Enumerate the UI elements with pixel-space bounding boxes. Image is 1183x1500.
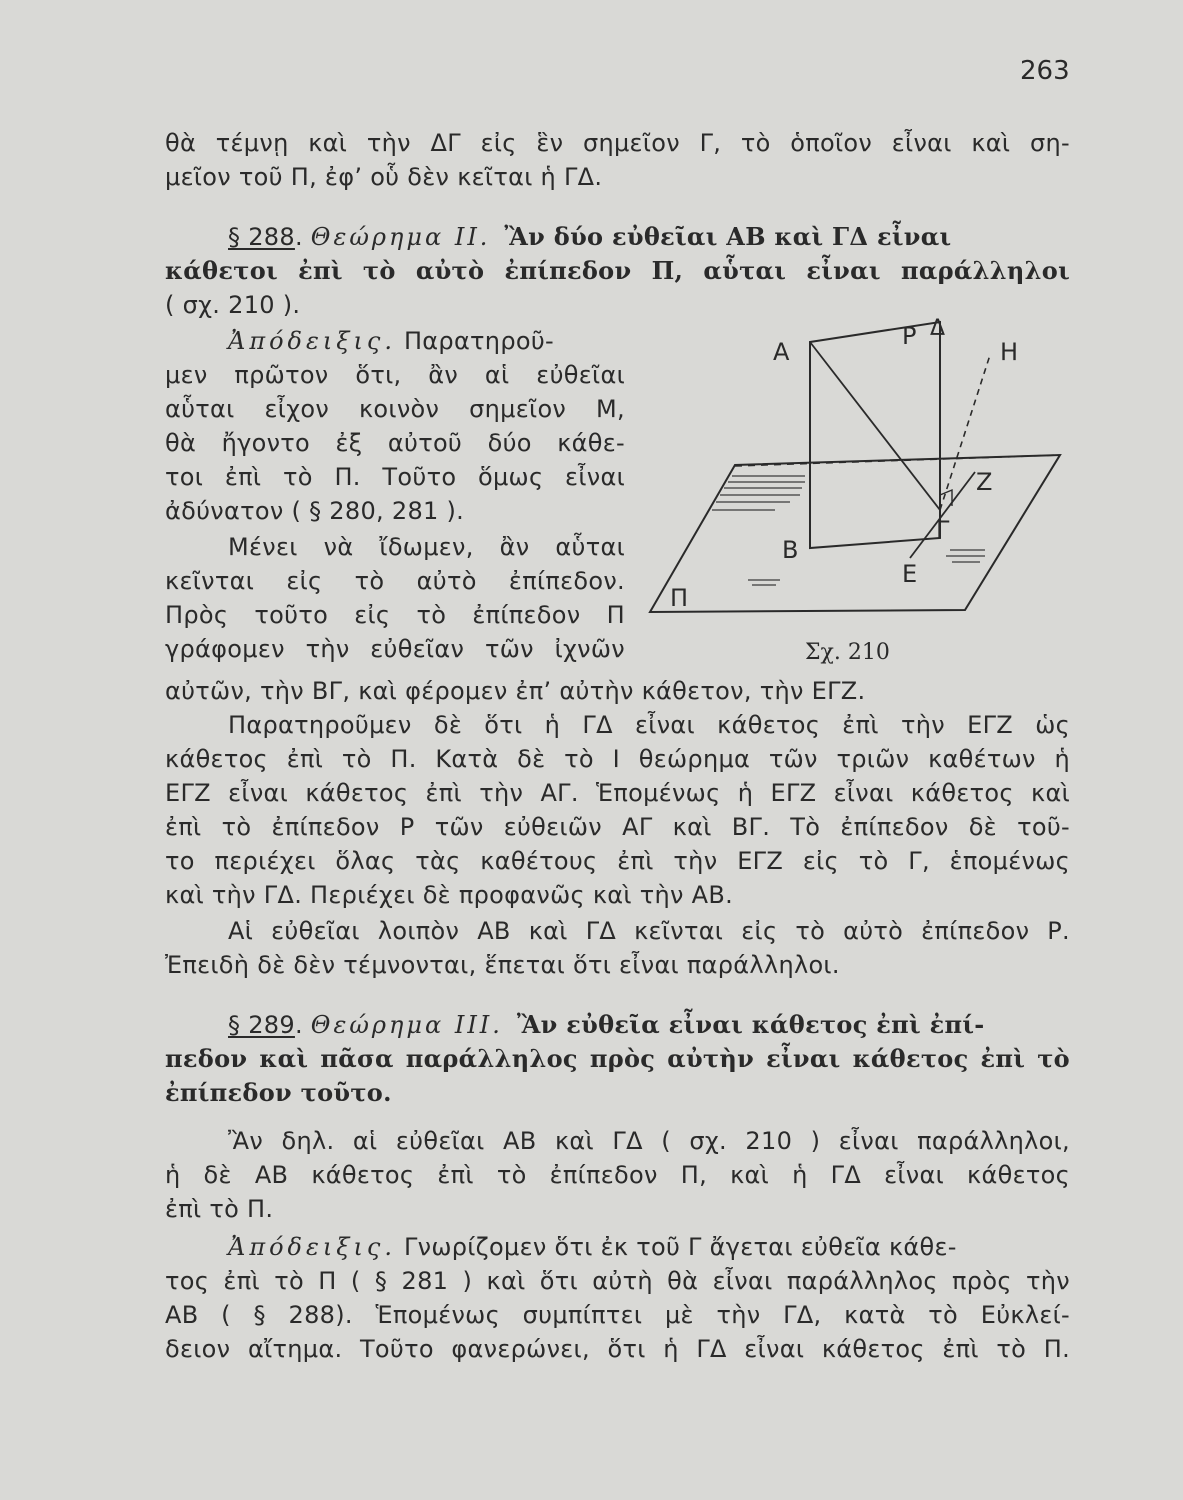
label-a: Α (773, 338, 790, 366)
theorem-289-heading: § 289. Θεώρημα ΙΙΙ. Ἂν εὐθεῖα εἶναι κάθετος ἐπὶ ἐπί- (228, 1010, 985, 1039)
label-d: Δ (930, 316, 946, 341)
proof-label: Ἀπόδειξις. (228, 327, 396, 355)
proof-label: Ἀπόδειξις. (228, 1233, 396, 1261)
proof-line: τοι ἐπὶ τὸ Π. Τοῦτο ὅμως εἶναι (165, 463, 625, 491)
proof-text: Γνωρίζομεν ὅτι ἐκ τοῦ Γ ἄγεται εὐθεῖα κάθε- (403, 1233, 957, 1261)
theorem-statement-line: ( σχ. 210 ). (165, 291, 301, 319)
theorem-288-heading: § 288. Θεώρημα ΙΙ. Ἂν δύο εὐθεῖαι ΑΒ καὶ ΓΔ εἶναι (228, 222, 952, 251)
proof-line: γράφομεν τὴν εὐθεῖαν τῶν ἰχνῶν (165, 635, 625, 663)
proof-line: Μένει νὰ ἴδωμεν, ἂν αὗται (228, 533, 625, 561)
figure-210 (640, 300, 1080, 640)
proof-line: ἀδύνατον ( § 280, 281 ). (165, 497, 465, 525)
proof-line: δειον αἴτημα. Τοῦτο φανερώνει, ὅτι ἡ ΓΔ εἶναι κάθετος ἐπὶ τὸ Π. (165, 1335, 1070, 1363)
label-e: Ε (902, 560, 918, 588)
proof-line: θὰ ἤγοντο ἐξ αὐτοῦ δύο κάθε- (165, 429, 625, 457)
proof-line: Ἐπειδὴ δὲ δὲν τέμνονται, ἕπεται ὅτι εἶναι παράλληλοι. (165, 951, 840, 979)
proof-line: ἡ δὲ ΑΒ κάθετος ἐπὶ τὸ ἐπίπεδον Π, καὶ ἡ ΓΔ εἶναι κάθετος (165, 1161, 1070, 1189)
theorem-statement: Ἂν δύο εὐθεῖαι ΑΒ καὶ ΓΔ εἶναι (504, 222, 952, 251)
proof-line: καὶ τὴν ΓΔ. Περιέχει δὲ προφανῶς καὶ τὴν ΑΒ. (165, 881, 734, 909)
plane-rho (810, 322, 940, 548)
proof-line: Ἂν δηλ. αἱ εὐθεῖαι ΑΒ καὶ ΓΔ ( σχ. 210 ) εἶναι παράλληλοι, (228, 1127, 1070, 1155)
line-ag (810, 342, 940, 510)
section-number: § 289 (228, 1011, 295, 1039)
proof-line: Παρατηροῦμεν δὲ ὅτι ἡ ΓΔ εἶναι κάθετος ἐπὶ τὴν ΕΓΖ ὡς (228, 711, 1070, 739)
text-line: μεῖον τοῦ Π, ἐφ’ οὗ δὲν κεῖται ἡ ΓΔ. (165, 163, 603, 191)
figure-caption: Σχ. 210 (805, 640, 890, 665)
theorem-statement: Ἂν εὐθεῖα εἶναι κάθετος ἐπὶ ἐπί- (516, 1010, 985, 1039)
label-b: Β (782, 536, 799, 564)
plane-pi (650, 455, 1060, 612)
proof-line: ΑΒ ( § 288). Ἑπομένως συμπίπτει μὲ τὴν ΓΔ, κατὰ τὸ Εὐκλεί- (165, 1301, 1070, 1329)
proof-line: κεῖνται εἰς τὸ αὐτὸ ἐπίπεδον. (165, 567, 625, 595)
proof-line: κάθετος ἐπὶ τὸ Π. Κατὰ δὲ τὸ Ι θεώρημα τῶν τριῶν καθέτων ἡ (165, 745, 1070, 773)
proof-line: Πρὸς τοῦτο εἰς τὸ ἐπίπεδον Π (165, 601, 625, 629)
proof-line (228, 326, 554, 356)
label-g: Γ (936, 516, 950, 544)
label-p: Ρ (902, 322, 917, 350)
proof-line: Αἱ εὐθεῖαι λοιπὸν ΑΒ καὶ ΓΔ κεῖνται εἰς τὸ αὐτὸ ἐπίπεδον Ρ. (228, 917, 1070, 945)
proof-line: ἐπὶ τὸ ἐπίπεδον Ρ τῶν εὐθειῶν ΑΓ καὶ ΒΓ. Τὸ ἐπίπεδον δὲ τοῦ- (165, 813, 1070, 841)
proof-line (228, 1232, 1070, 1262)
proof-line: αὐτῶν, τὴν ΒΓ, καὶ φέρομεν ἐπ’ αὐτὴν κάθετον, τὴν ΕΓΖ. (165, 677, 866, 705)
proof-line: ἐπὶ τὸ Π. (165, 1195, 274, 1223)
proof-line: τος ἐπὶ τὸ Π ( § 281 ) καὶ ὅτι αὐτὴ θὰ εἶναι παράλληλος πρὸς τὴν (165, 1267, 1070, 1295)
label-pi: Π (670, 584, 689, 612)
text-line: θὰ τέμνῃ καὶ τὴν ΔΓ εἰς ἓν σημεῖον Γ, τὸ ὁποῖον εἶναι καὶ ση- (165, 129, 1070, 157)
theorem-statement-line: πεδον καὶ πᾶσα παράλληλος πρὸς αὐτὴν εἶναι κάθετος ἐπὶ τὸ (165, 1044, 1070, 1073)
page-number: 263 (1020, 56, 1070, 86)
proof-line: μεν πρῶτον ὅτι, ἂν αἱ εὐθεῖαι (165, 361, 625, 389)
theorem-statement-line: ἐπίπεδον τοῦτο. (165, 1078, 392, 1107)
theorem-statement-line: κάθετοι ἐπὶ τὸ αὐτὸ ἐπίπεδον Π, αὗται εἶναι παράλληλοι (165, 256, 1070, 285)
label-h: Η (1000, 338, 1019, 366)
proof-line: αὗται εἶχον κοινὸν σημεῖον Μ, (165, 395, 625, 423)
proof-line: το περιέχει ὅλας τὰς καθέτους ἐπὶ τὴν ΕΓΖ εἰς τὸ Γ, ἑπομένως (165, 847, 1070, 875)
proof-line: ΕΓΖ εἶναι κάθετος ἐπὶ τὴν ΑΓ. Ἑπομένως ἡ ΕΓΖ εἶναι κάθετος καὶ (165, 779, 1070, 807)
theorem-title: Θεώρημα ΙΙ. (310, 223, 491, 251)
theorem-title: Θεώρημα ΙΙΙ. (310, 1011, 503, 1039)
section-number: § 288 (228, 223, 295, 251)
proof-text: Παρατηροῦ- (403, 327, 554, 355)
label-z: Ζ (976, 468, 993, 496)
